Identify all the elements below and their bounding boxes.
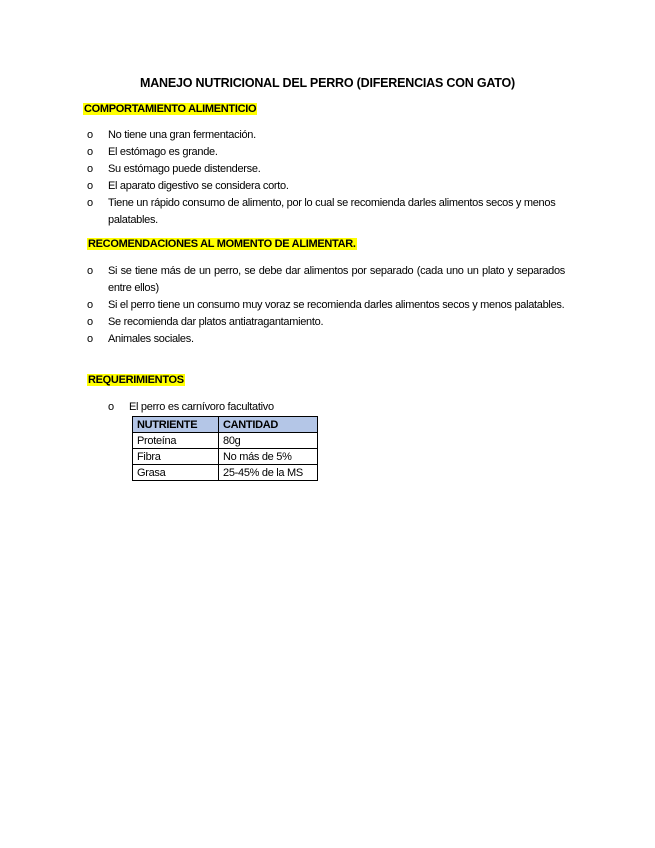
table-row: [133, 465, 318, 481]
section-heading-comportamiento: [83, 103, 257, 115]
section-heading-text: COMPORTAMIENTO ALIMENTICIO: [84, 103, 257, 115]
document-title: MANEJO NUTRICIONAL DEL PERRO (DIFERENCIAS CON GATO): [139, 76, 515, 90]
bullet-marker: o: [87, 265, 93, 277]
section-heading-text: REQUERIMIENTOS: [88, 374, 184, 386]
table-cell: 80g: [219, 433, 318, 449]
table-cell: Grasa: [133, 465, 219, 481]
bullet-marker: o: [108, 401, 114, 413]
table-cell: 25-45% de la MS: [219, 465, 318, 481]
list-item-text: El aparato digestivo se considera corto.: [108, 180, 289, 192]
list-item: [87, 127, 565, 144]
list-item-text: No tiene una gran fermentación.: [108, 129, 256, 141]
table-header-row: [133, 417, 318, 433]
bullet-marker: o: [87, 146, 93, 158]
section-heading-text: RECOMENDACIONES AL MOMENTO DE ALIMENTAR.: [88, 238, 356, 250]
bullet-list-recomendaciones: [87, 263, 565, 348]
table-header-nutriente: NUTRIENTE: [133, 417, 219, 433]
table-row: [133, 449, 318, 465]
list-item: [87, 144, 565, 161]
table-header-cantidad: CANTIDAD: [219, 417, 318, 433]
table-cell: No más de 5%: [219, 449, 318, 465]
list-item: [87, 263, 565, 297]
list-item: [87, 161, 565, 178]
bullet-marker: o: [87, 180, 93, 192]
bullet-marker: o: [87, 129, 93, 141]
list-item-text: El estómago es grande.: [108, 146, 218, 158]
bullet-list-comportamiento: [87, 127, 565, 229]
list-item-text: Se recomienda dar platos antiatragantamiento.: [108, 316, 324, 328]
nutrient-table: [132, 416, 318, 481]
list-item: [87, 178, 565, 195]
list-item-text: Tiene un rápido consumo de alimento, por lo cual se recomienda darles alimentos secos y menos palatables.: [108, 197, 556, 226]
list-item-text: Su estómago puede distenderse.: [108, 163, 261, 175]
table-cell: Fibra: [133, 449, 219, 465]
table-cell: Proteína: [133, 433, 219, 449]
list-item: [87, 195, 565, 229]
list-item: [87, 314, 565, 331]
list-item-text: Si se tiene más de un perro, se debe dar alimentos por separado (cada uno un plato y separados entre ellos): [108, 265, 565, 294]
bullet-marker: o: [87, 163, 93, 175]
list-item: [87, 331, 565, 348]
section-heading-recomendaciones: [87, 238, 357, 250]
bullet-marker: o: [87, 333, 93, 345]
list-item: [108, 399, 408, 416]
section-heading-requerimientos: [87, 374, 185, 386]
bullet-marker: o: [87, 316, 93, 328]
bullet-marker: o: [87, 197, 93, 209]
list-item-text: El perro es carnívoro facultativo: [129, 401, 274, 413]
table-row: [133, 433, 318, 449]
list-item-text: Animales sociales.: [108, 333, 194, 345]
bullet-marker: o: [87, 299, 93, 311]
list-item-text: Si el perro tiene un consumo muy voraz se recomienda darles alimentos secos y menos palatables.: [108, 299, 565, 311]
list-item: [87, 297, 565, 314]
bullet-list-requerimientos: [108, 399, 408, 416]
